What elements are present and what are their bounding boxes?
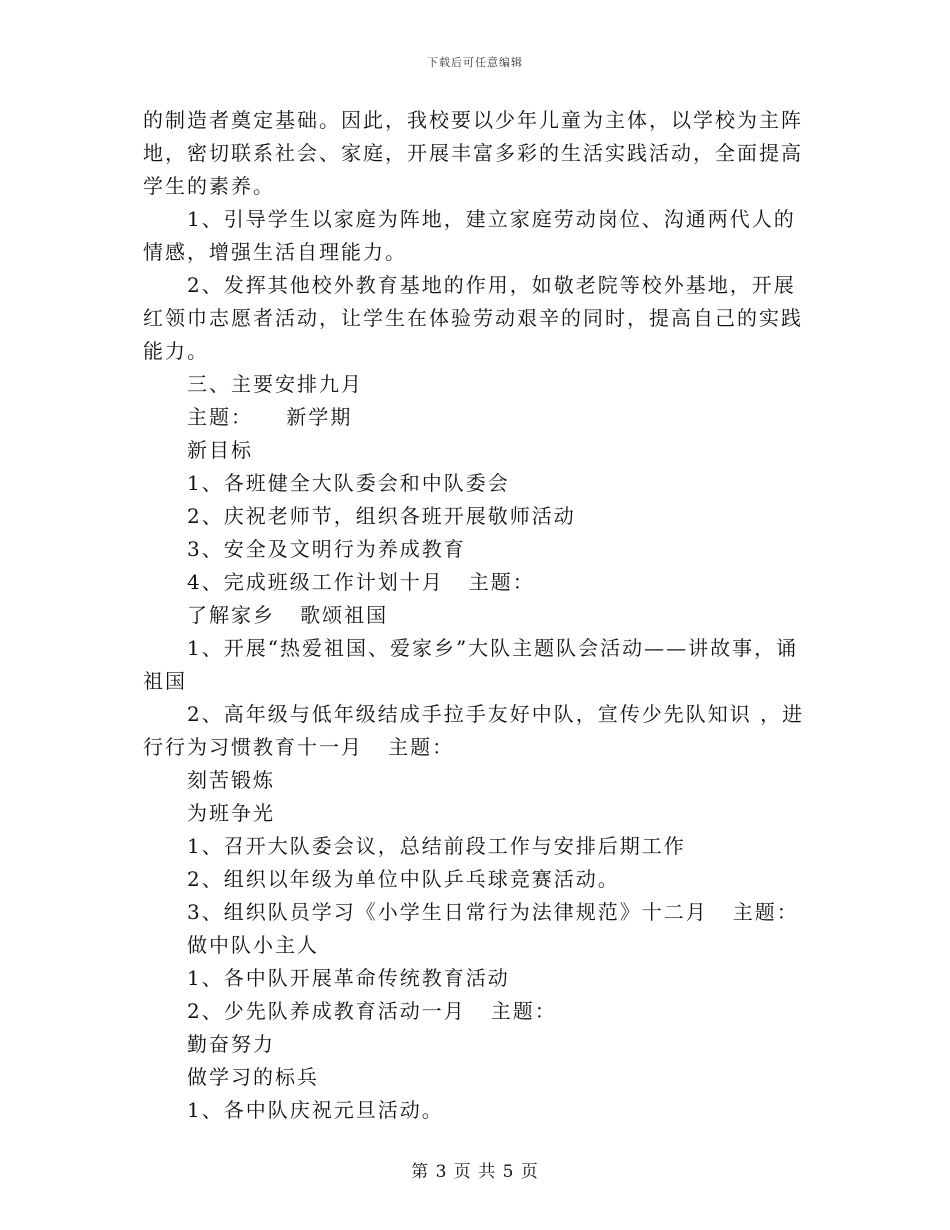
page-header: 下载后可任意编辑 (427, 56, 523, 69)
page-footer: 第 3 页 共 5 页 (411, 1162, 539, 1182)
theme-line: 为班争光 (187, 801, 275, 825)
theme-line: 勤奋努力 (187, 1032, 275, 1056)
list-item: 1、各班健全大队委会和中队委会 (187, 471, 510, 495)
paragraph: 2、发挥其他校外教育基地的作用，如敬老院等校外基地，开展红领巾志愿者活动，让学生在体验劳动艰辛的同时，提高自己的实践能力。 (143, 273, 803, 363)
list-item: 1、开展“热爱祖国、爱家乡”大队主题队会活动——讲故事，诵祖国 (143, 636, 799, 693)
theme-line: 主题： 新学期 (187, 405, 353, 429)
list-item: 2、组织以年级为单位中队乒乓球竞赛活动。 (187, 867, 620, 891)
list-item: 2、高年级与低年级结成手拉手友好中队，宣传少先队知识 ，进行行为习惯教育十一月 主题： (143, 702, 805, 759)
theme-line: 刻苦锻炼 (187, 768, 275, 792)
list-item: 1、召开大队委会议，总结前段工作与安排后期工作 (187, 834, 686, 858)
theme-line: 了解家乡 歌颂祖国 (187, 603, 389, 627)
list-item: 4、完成班级工作计划十月 主题： (187, 570, 535, 594)
theme-line: 做中队小主人 (187, 933, 319, 957)
theme-line: 做学习的标兵 (187, 1065, 319, 1089)
paragraph: 的制造者奠定基础。因此，我校要以少年儿童为主体，以学校为主阵地，密切联系社会、家庭，开展丰富多彩的生活实践活动，全面提高学生的素养。 (143, 108, 803, 198)
list-item: 2、少先队养成教育活动一月 主题： (187, 999, 557, 1023)
section-heading: 三、主要安排九月 (187, 372, 363, 396)
list-item: 3、组织队员学习《小学生日常行为法律规范》十二月 主题： (187, 900, 799, 924)
list-item: 1、各中队庆祝元旦活动。 (187, 1098, 444, 1122)
list-item: 3、安全及文明行为养成教育 (187, 537, 466, 561)
paragraph: 1、引导学生以家庭为阵地，建立家庭劳动岗位、沟通两代人的情感，增强生活自理能力。 (143, 207, 796, 264)
list-item: 1、各中队开展革命传统教育活动 (187, 966, 510, 990)
theme-line: 新目标 (187, 438, 253, 462)
list-item: 2、庆祝老师节，组织各班开展敬师活动 (187, 504, 576, 528)
document-body (143, 104, 808, 1127)
